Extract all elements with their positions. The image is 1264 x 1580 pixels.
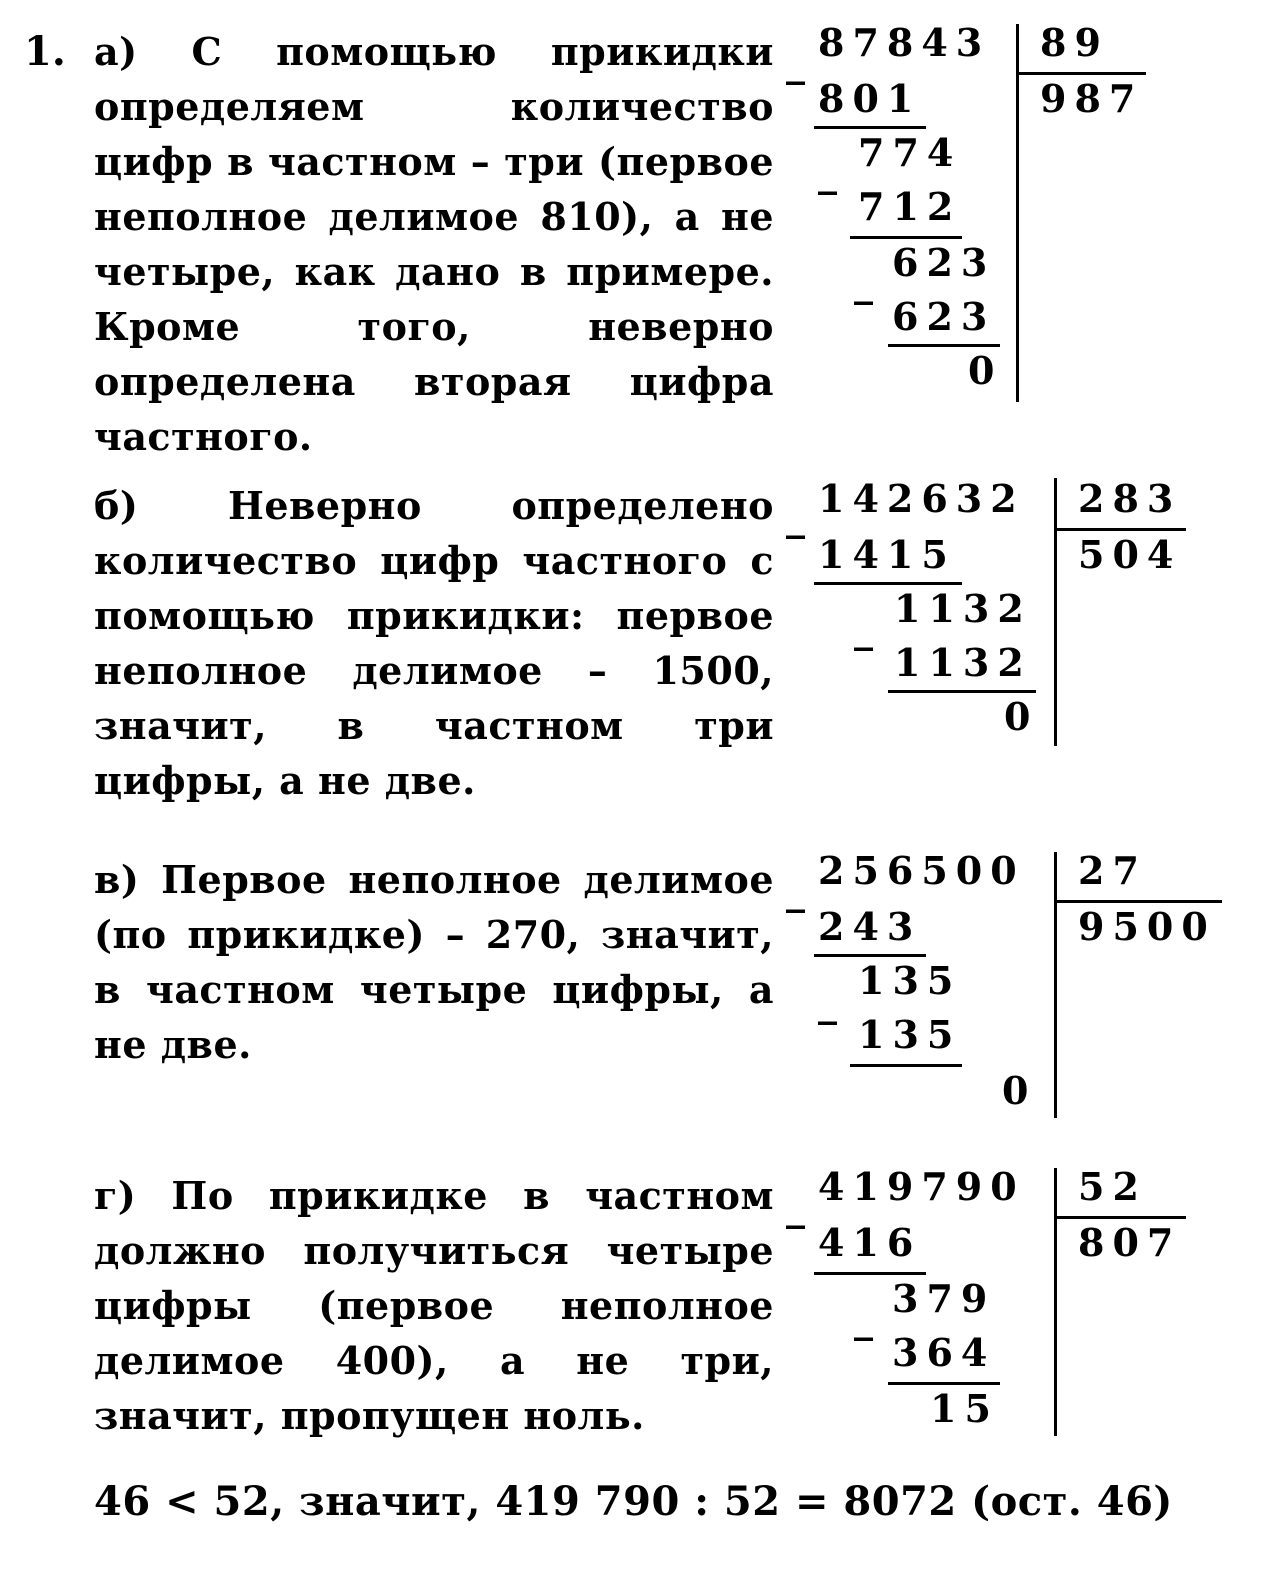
division-vertical-line [1054,1168,1057,1436]
step-remainder: 379 [892,1276,996,1321]
item-a-text [94,24,774,464]
step-subtrahend: 364 [892,1330,996,1375]
dividend: 256500 [818,848,1025,893]
step-remainder: 1132 [894,586,1032,631]
minus-sign: _ [786,868,805,913]
division-vertical-line [1054,478,1057,746]
division-vertical-line [1016,24,1019,402]
step-subtrahend: 1132 [894,640,1032,685]
step-remainder: 135 [858,958,962,1003]
step-subtrahend: 243 [818,904,922,949]
minus-sign: _ [786,494,805,539]
divisor: 27 [1078,848,1147,893]
step-subtrahend: 712 [858,184,962,229]
quotient: 807 [1078,1220,1182,1265]
final-remainder: 15 [930,1386,999,1431]
minus-sign: _ [786,40,805,85]
divisor: 89 [1040,20,1109,65]
step-subtrahend: 1415 [818,532,956,577]
item-b-text [94,478,774,808]
division-vertical-line [1054,852,1057,1118]
item-d-text [94,1168,774,1443]
divisor: 52 [1078,1164,1147,1209]
step-line [850,1064,962,1067]
quotient: 987 [1040,76,1144,121]
final-remainder: 0 [1004,694,1039,739]
conclusion-line: 46 < 52, значит, 419 790 : 52 = 8072 (ост. 46) [94,1478,1173,1525]
item-a-paragraph: а) С помощью прикидки определяем количество цифр в частном – три (первое неполное делимое 810), а не четыре, как дано в примере. Кроме того, неверно определена вторая цифра частного. [94,29,774,459]
item-b-paragraph: б) Неверно определено количество цифр частного с помощью прикидки: первое неполное делимое – 1500, значит, в частном три цифры, а не две. [94,483,774,803]
final-remainder: 0 [1002,1068,1037,1113]
final-remainder: 0 [968,348,1003,393]
dividend: 87843 [818,20,991,65]
minus-sign: _ [786,1184,805,1229]
minus-sign: _ [854,260,873,305]
step-remainder: 774 [858,130,962,175]
step-subtrahend: 135 [858,1012,962,1057]
dividend: 419790 [818,1164,1025,1209]
item-d-paragraph: г) По прикидке в частном должно получиться четыре цифры (первое неполное делимое 400), а не три, значит, пропущен ноль. [94,1173,774,1438]
minus-sign: _ [818,150,837,195]
problem-number: 1. [24,28,66,75]
item-c-text [94,852,774,1072]
minus-sign: _ [854,606,873,651]
step-subtrahend: 801 [818,76,922,121]
step-subtrahend: 416 [818,1220,922,1265]
step-subtrahend: 623 [892,294,996,339]
divisor: 283 [1078,476,1182,521]
item-c-paragraph: в) Первое неполное делимое (по прикидке) – 270, значит, в частном четыре цифры, а не две. [94,857,774,1067]
quotient: 504 [1078,532,1182,577]
minus-sign: _ [818,980,837,1025]
quotient: 9500 [1078,904,1216,949]
dividend: 142632 [818,476,1025,521]
minus-sign: _ [854,1296,873,1341]
step-remainder: 623 [892,240,996,285]
